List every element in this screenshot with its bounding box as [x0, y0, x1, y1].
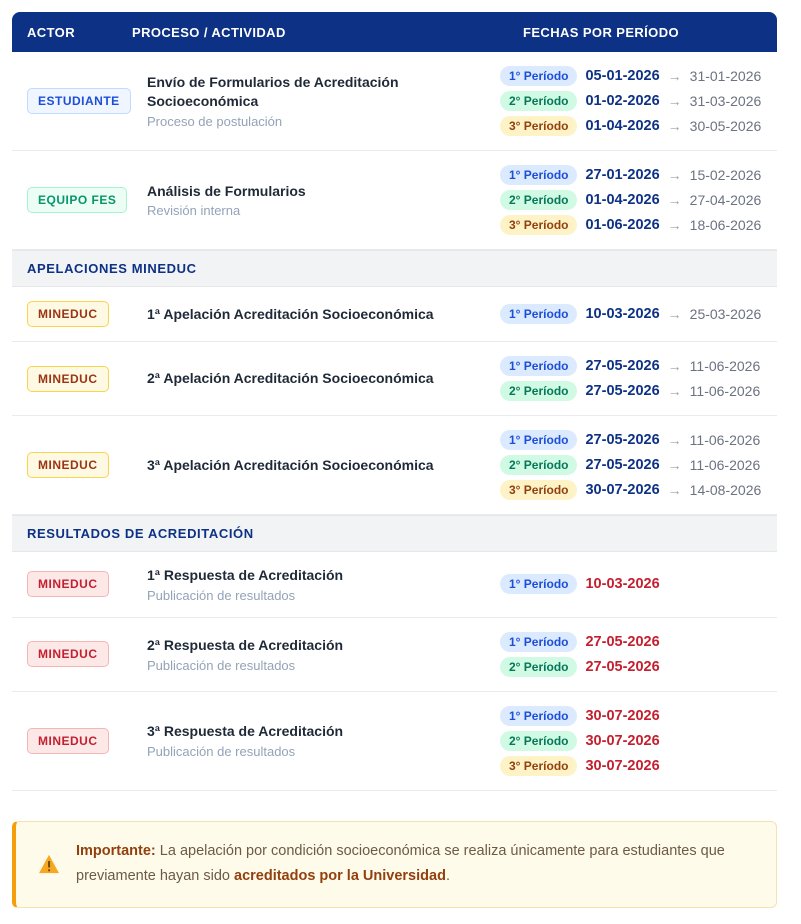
period-date-line: [500, 574, 762, 594]
period-date-line: [500, 356, 762, 376]
period-date-line: [500, 731, 762, 751]
actor-badge-mineduc: MINEDUC: [27, 366, 109, 392]
arrow-right-icon: →: [667, 358, 682, 374]
activity-subtitle: Revisión interna: [147, 203, 241, 219]
end-date: 11-06-2026: [689, 457, 761, 473]
activity-title: Envío de Formularios de Acreditación Socioeconómica: [147, 74, 399, 109]
result-date: 30-07-2026: [585, 732, 660, 749]
table-row: [12, 692, 777, 791]
dates-cell: [500, 574, 762, 594]
period-pill: 2° Período: [500, 657, 577, 677]
activity-subtitle: Publicación de resultados: [147, 657, 296, 673]
period-pill: 2° Período: [500, 190, 577, 210]
period-pill: 1° Período: [500, 632, 577, 652]
activity-title: 3ª Respuesta de Acreditación: [147, 723, 344, 740]
actor-badge-mineduc: MINEDUC: [27, 301, 109, 327]
start-date: 01-02-2026: [585, 93, 660, 109]
period-pill: 1° Período: [500, 574, 577, 594]
period-date-line: [500, 632, 762, 652]
actor-badge-equipo-fes: EQUIPO FES: [27, 187, 127, 213]
period-date-line: [500, 190, 762, 210]
table-row: [12, 618, 777, 692]
period-pill: 1° Período: [500, 706, 577, 726]
dates-cell: [500, 304, 762, 324]
dates-cell: [500, 356, 762, 401]
start-date: 10-03-2026: [585, 306, 660, 322]
period-date-line: [500, 430, 762, 450]
arrow-right-icon: →: [667, 383, 682, 399]
period-date-line: [500, 304, 762, 324]
activity-title: 1ª Apelación Acreditación Socioeconómica: [147, 305, 434, 322]
end-date: 11-06-2026: [689, 358, 761, 374]
result-date: 30-07-2026: [585, 707, 660, 724]
warning-banner: [12, 821, 777, 908]
end-date: 14-08-2026: [689, 482, 762, 498]
warning-label: Importante:: [76, 842, 156, 859]
table-row: [12, 52, 777, 151]
end-date: 27-04-2026: [689, 192, 762, 208]
table-row: [12, 151, 777, 250]
start-date: 27-05-2026: [585, 432, 660, 448]
dates-cell: [500, 165, 762, 235]
period-date-line: [500, 455, 762, 475]
end-date: 31-01-2026: [689, 68, 762, 84]
period-date-line: [500, 756, 762, 776]
start-date: 27-05-2026: [585, 383, 660, 399]
start-date: 27-01-2026: [585, 167, 660, 183]
result-date: 30-07-2026: [585, 757, 660, 774]
start-date: 01-04-2026: [585, 118, 660, 134]
section-header-apelaciones: APELACIONES MINEDUC: [12, 250, 777, 287]
period-pill: 2° Período: [500, 455, 577, 475]
period-date-line: [500, 66, 762, 86]
dates-cell: [500, 430, 762, 500]
activity-title: 3ª Apelación Acreditación Socioeconómica: [147, 456, 434, 473]
start-date: 01-06-2026: [585, 217, 660, 233]
actor-badge-mineduc: MINEDUC: [27, 641, 109, 667]
schedule-table: [12, 12, 777, 791]
result-date: 27-05-2026: [585, 633, 660, 650]
period-pill: 1° Período: [500, 430, 577, 450]
period-pill: 3° Período: [500, 756, 577, 776]
period-date-line: [500, 91, 762, 111]
table-row: [12, 416, 777, 515]
end-date: 25-03-2026: [689, 306, 762, 322]
arrow-right-icon: →: [667, 68, 682, 84]
end-date: 11-06-2026: [689, 383, 761, 399]
period-pill: 3° Período: [500, 116, 577, 136]
activity-title: 2ª Respuesta de Acreditación: [147, 636, 344, 653]
period-date-line: [500, 706, 762, 726]
start-date: 27-05-2026: [585, 358, 660, 374]
table-header: [12, 12, 777, 52]
result-date: 10-03-2026: [585, 576, 660, 593]
start-date: 01-04-2026: [585, 192, 660, 208]
period-pill: 2° Período: [500, 731, 577, 751]
period-date-line: [500, 215, 762, 235]
actor-badge-mineduc: MINEDUC: [27, 571, 109, 597]
warning-triangle-icon: [38, 854, 60, 874]
period-pill: 3° Período: [500, 480, 577, 500]
period-pill: 2° Período: [500, 91, 577, 111]
start-date: 30-07-2026: [585, 482, 660, 498]
table-row: [12, 552, 777, 618]
table-row: [12, 287, 777, 342]
period-pill: 1° Período: [500, 356, 577, 376]
actor-badge-mineduc: MINEDUC: [27, 452, 109, 478]
result-date: 27-05-2026: [585, 658, 660, 675]
period-date-line: [500, 480, 762, 500]
start-date: 27-05-2026: [585, 457, 660, 473]
activity-subtitle: Publicación de resultados: [147, 587, 296, 603]
arrow-right-icon: →: [667, 432, 682, 448]
col-header-proceso: PROCESO / ACTIVIDAD: [132, 24, 286, 40]
activity-title: 2ª Apelación Acreditación Socioeconómica: [147, 370, 434, 387]
period-pill: 1° Período: [500, 304, 577, 324]
period-pill: 3° Período: [500, 215, 577, 235]
dates-cell: [500, 706, 762, 776]
period-pill: 1° Período: [500, 165, 577, 185]
arrow-right-icon: →: [667, 192, 682, 208]
col-header-fechas: FECHAS POR PERÍODO: [523, 24, 679, 40]
arrow-right-icon: →: [667, 118, 682, 134]
arrow-right-icon: →: [667, 482, 682, 498]
warning-text: Importante: La apelación por condición socioeconómica se realiza únicamente para estudiantes que previamente hayan sido acreditados por la Universidad.: [76, 842, 725, 885]
actor-badge-estudiante: ESTUDIANTE: [27, 88, 131, 114]
arrow-right-icon: →: [667, 167, 682, 183]
actor-badge-mineduc: MINEDUC: [27, 728, 109, 754]
table-row: [12, 342, 777, 416]
dates-cell: [500, 632, 762, 677]
period-date-line: [500, 165, 762, 185]
period-pill: 2° Período: [500, 381, 577, 401]
end-date: 31-03-2026: [689, 93, 762, 109]
period-date-line: [500, 116, 762, 136]
activity-title: Análisis de Formularios: [147, 182, 306, 199]
period-pill: 1° Período: [500, 66, 577, 86]
dates-cell: [500, 66, 762, 136]
activity-title: 1ª Respuesta de Acreditación: [147, 567, 344, 583]
period-date-line: [500, 657, 762, 677]
end-date: 18-06-2026: [689, 217, 762, 233]
end-date: 15-02-2026: [689, 167, 762, 183]
arrow-right-icon: →: [667, 306, 682, 322]
section-header-resultados: RESULTADOS DE ACREDITACIÓN: [12, 515, 777, 552]
start-date: 05-01-2026: [585, 68, 660, 84]
end-date: 11-06-2026: [689, 432, 761, 448]
arrow-right-icon: →: [667, 217, 682, 233]
arrow-right-icon: →: [667, 457, 682, 473]
period-date-line: [500, 381, 762, 401]
end-date: 30-05-2026: [689, 118, 762, 134]
arrow-right-icon: →: [667, 93, 682, 109]
activity-subtitle: Proceso de postulación: [147, 113, 283, 129]
activity-subtitle: Publicación de resultados: [147, 744, 296, 760]
col-header-actor: ACTOR: [27, 24, 75, 40]
